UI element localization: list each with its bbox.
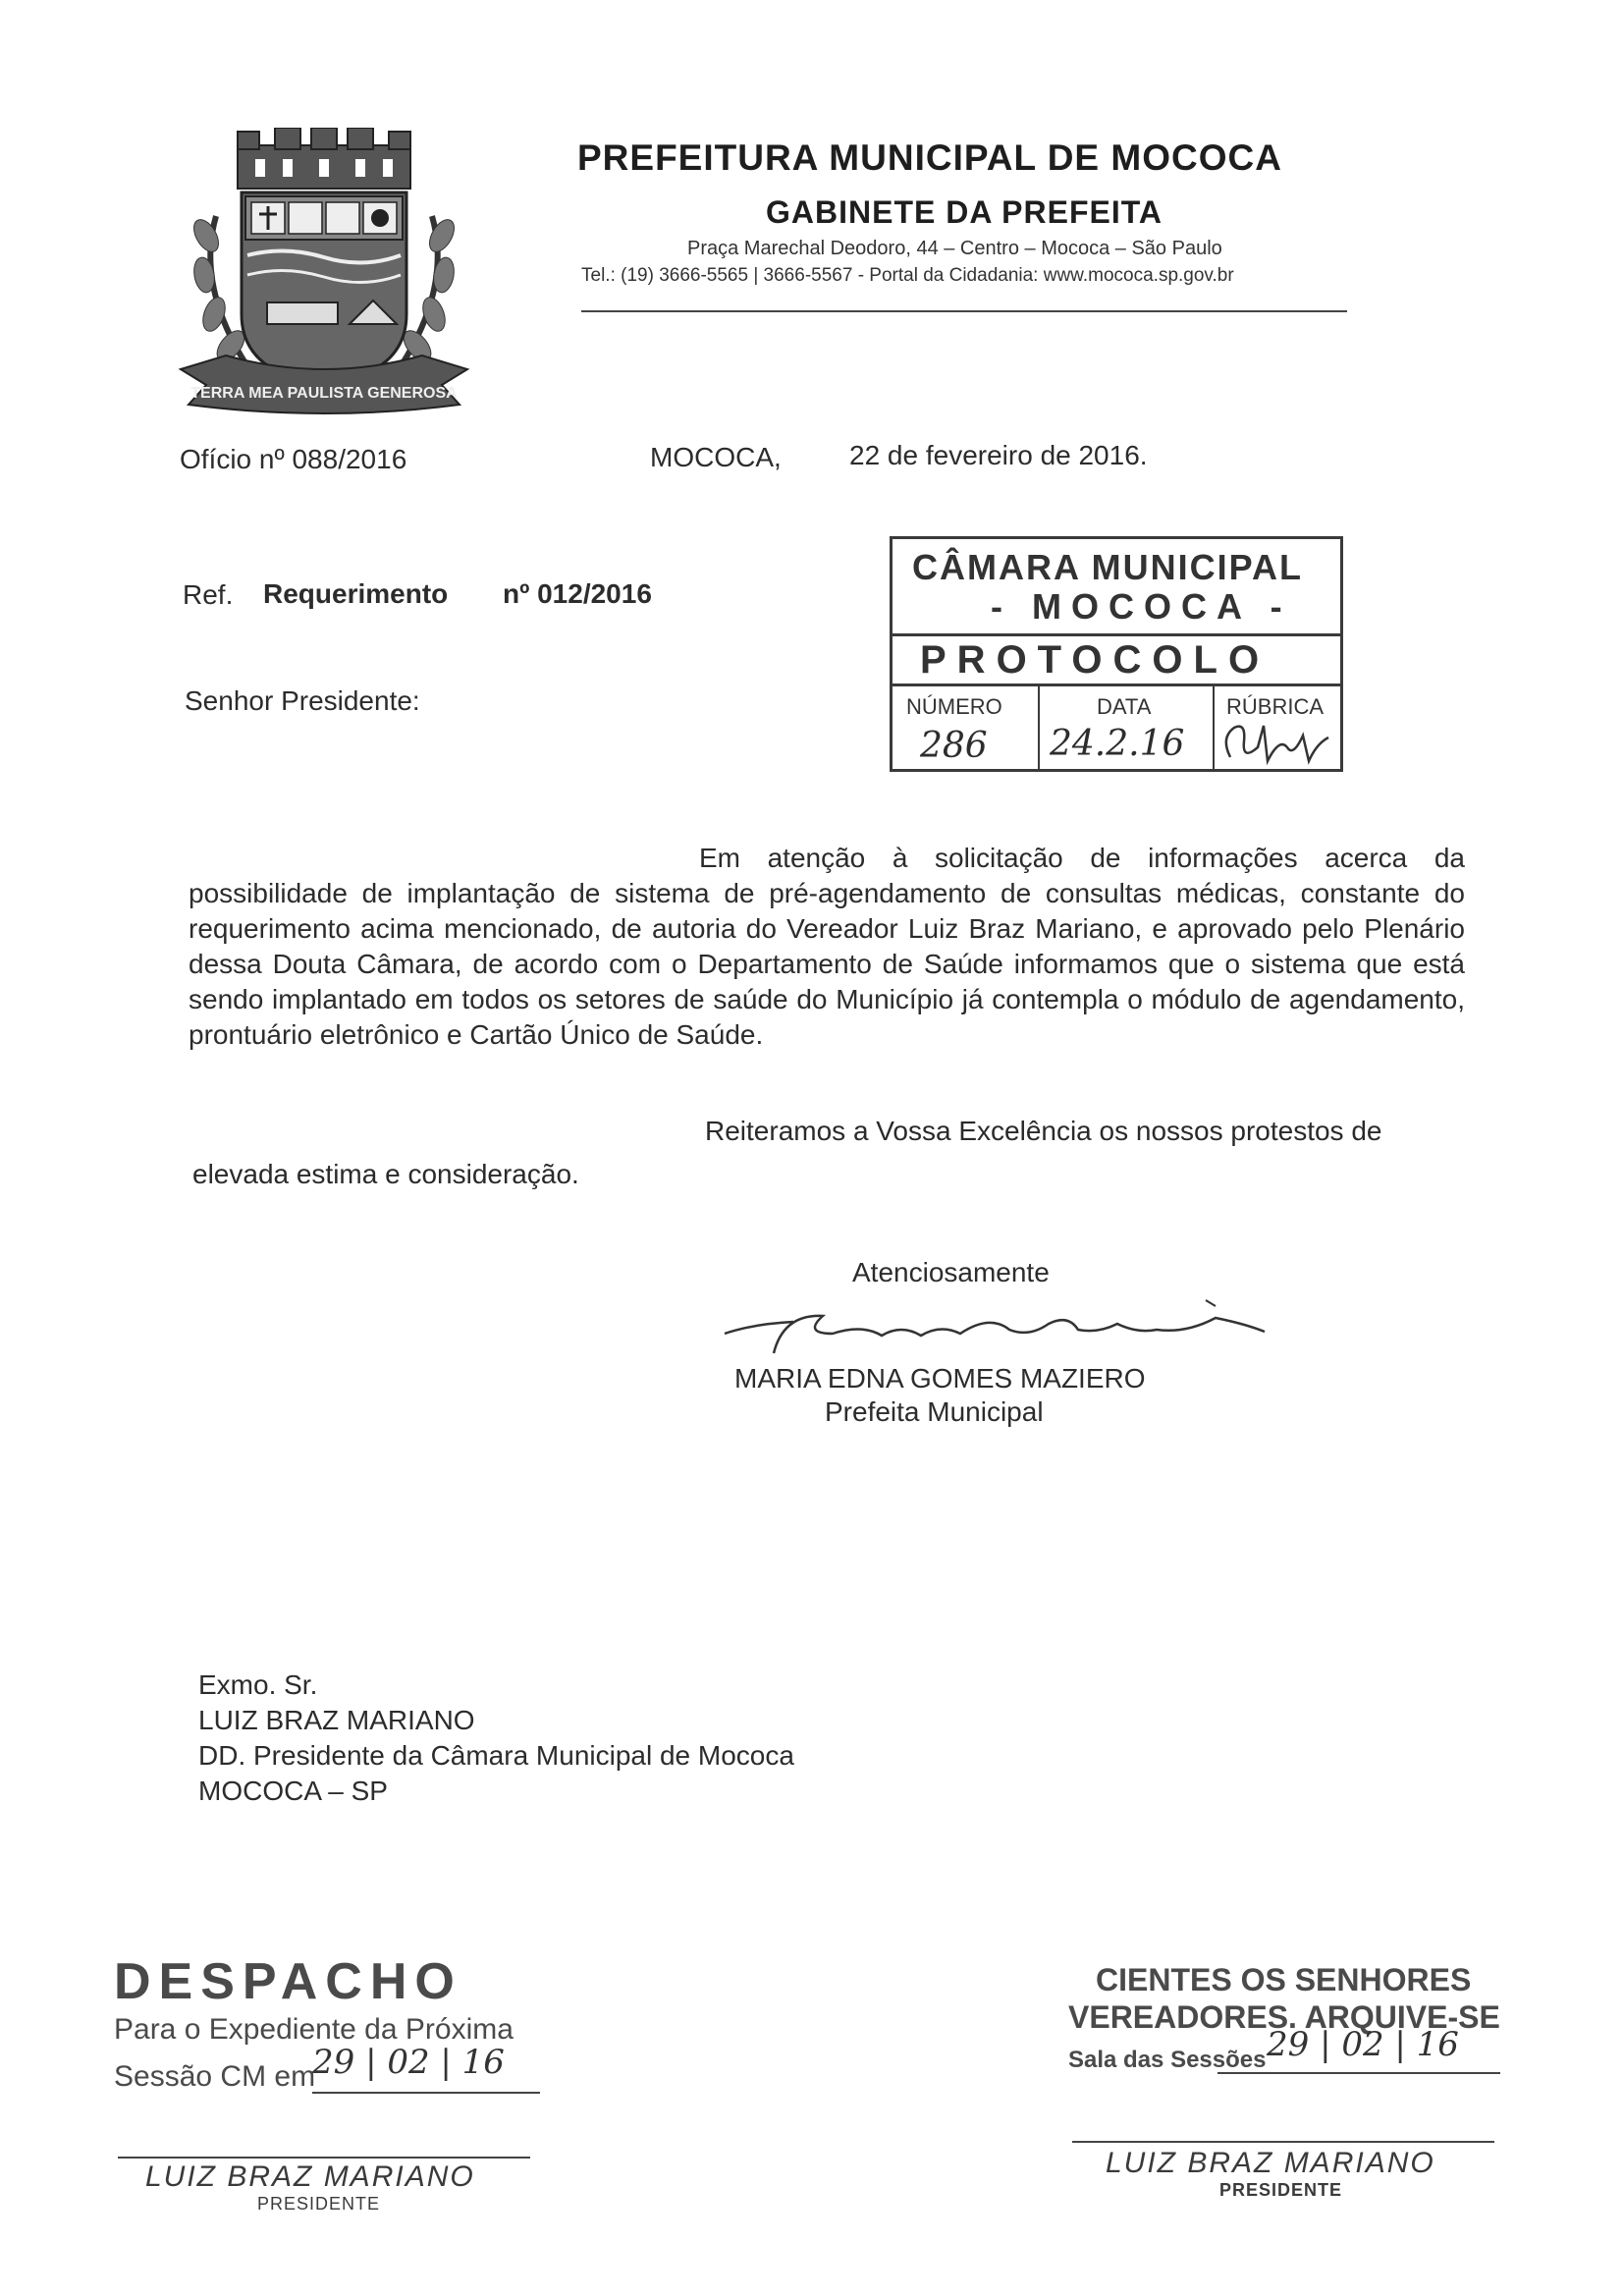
letter-date: 22 de fevereiro de 2016. [849, 440, 1148, 470]
letter-city: MOCOCA, [650, 442, 782, 472]
reference-label: Requerimento [263, 578, 449, 609]
salutation: Senhor Presidente: [185, 685, 420, 716]
addressee-line-4: MOCOCA – SP [198, 1776, 388, 1806]
stamp-rubrica-header: RÚBRICA [1226, 694, 1325, 719]
addressee-line-3: DD. Presidente da Câmara Municipal de Mococa [198, 1740, 794, 1771]
cientes-date-rule [1217, 2072, 1500, 2074]
president-name-right: LUIZ BRAZ MARIANO [1106, 2147, 1435, 2179]
coat-of-arms-logo [177, 128, 471, 422]
despacho-stamp-title: DESPACHO [114, 1953, 462, 2010]
stamp-data-value: 24.2.16 [1050, 724, 1185, 764]
coat-motto: TERRA MEA PAULISTA GENEROSA [190, 385, 458, 402]
stamp-data-header: DATA [1097, 694, 1152, 719]
body-paragraph-2-second: elevada estima e consideração. [192, 1159, 579, 1189]
president-title-left: PRESIDENTE [257, 2194, 381, 2214]
signer-name: MARIA EDNA GOMES MAZIERO [734, 1363, 1146, 1394]
president-signature-rule [118, 2157, 530, 2159]
stamp-protocol-label: PROTOCOLO [920, 638, 1271, 682]
handwritten-signature [715, 1294, 1274, 1373]
letter-body [189, 841, 1465, 1053]
oficio-number: Ofício nº 088/2016 [180, 444, 407, 474]
org-title: PREFEITURA MUNICIPAL DE MOCOCA [577, 137, 1282, 178]
stamp-divider [1038, 684, 1040, 771]
protocol-stamp [890, 536, 1343, 772]
stamp-protocol-band [893, 633, 1340, 686]
stamp-numero-header: NÚMERO [906, 694, 1002, 719]
cientes-handwritten-date: 29 | 02 | 16 [1267, 2025, 1459, 2064]
stamp-numero-value: 286 [920, 726, 988, 766]
signer-title: Prefeita Municipal [825, 1396, 1044, 1427]
org-contact: Tel.: (19) 3666-5565 | 3666-5567 - Portal da Cidadania: www.mococa.sp.gov.br [581, 265, 1234, 286]
cientes-stamp-line-1: CIENTES OS SENHORES [1096, 1962, 1472, 1997]
org-address: Praça Marechal Deodoro, 44 – Centro – Mococa – São Paulo [687, 238, 1222, 259]
despacho-stamp-line-2: Sessão CM em [114, 2060, 316, 2093]
stamp-city: - MOCOCA - [991, 586, 1292, 627]
reference-number: nº 012/2016 [503, 578, 652, 609]
cientes-stamp-line-3: Sala das Sessões [1068, 2047, 1267, 2073]
despacho-stamp-line-1: Para o Expediente da Próxima [114, 2013, 514, 2046]
org-subtitle: GABINETE DA PREFEITA [766, 194, 1163, 230]
closing: Atenciosamente [852, 1257, 1050, 1287]
president-title-right: PRESIDENTE [1219, 2180, 1343, 2200]
body-paragraph-2-first: Reiteramos a Vossa Excelência os nossos protestos de [705, 1116, 1382, 1146]
header-divider [581, 310, 1347, 312]
rubrica-signature [1218, 718, 1334, 771]
addressee-line-2: LUIZ BRAZ MARIANO [198, 1705, 475, 1735]
president-signature-rule [1072, 2141, 1494, 2143]
despacho-handwritten-date: 29 | 02 | 16 [312, 2043, 505, 2082]
despacho-date-rule [312, 2092, 540, 2094]
reference-prefix: Ref. [183, 579, 234, 610]
cientes-stamp-line-2: VEREADORES. ARQUIVE-SE [1068, 1999, 1500, 2035]
president-name-left: LUIZ BRAZ MARIANO [145, 2160, 475, 2193]
stamp-divider [1213, 684, 1215, 771]
body-paragraph-1: Em atenção à solicitação de informações acerca da possibilidade de implantação de sistema de pré-agendamento de consultas médicas, constante do requerimento acima mencionado, de autoria do Vereador Luiz Braz Mariano, e aprovado pelo Plenário dessa Douta Câmara, de acordo com o Departamento de Saúde informamos que o sistema que está sendo implantado em todos os setores de saúde do Município já contempla o módulo de agendamento, prontuário eletrônico e Cartão Único de Saúde. [189, 843, 1465, 1050]
addressee-line-1: Exmo. Sr. [198, 1669, 318, 1700]
stamp-institution: CÂMARA MUNICIPAL [912, 547, 1303, 587]
